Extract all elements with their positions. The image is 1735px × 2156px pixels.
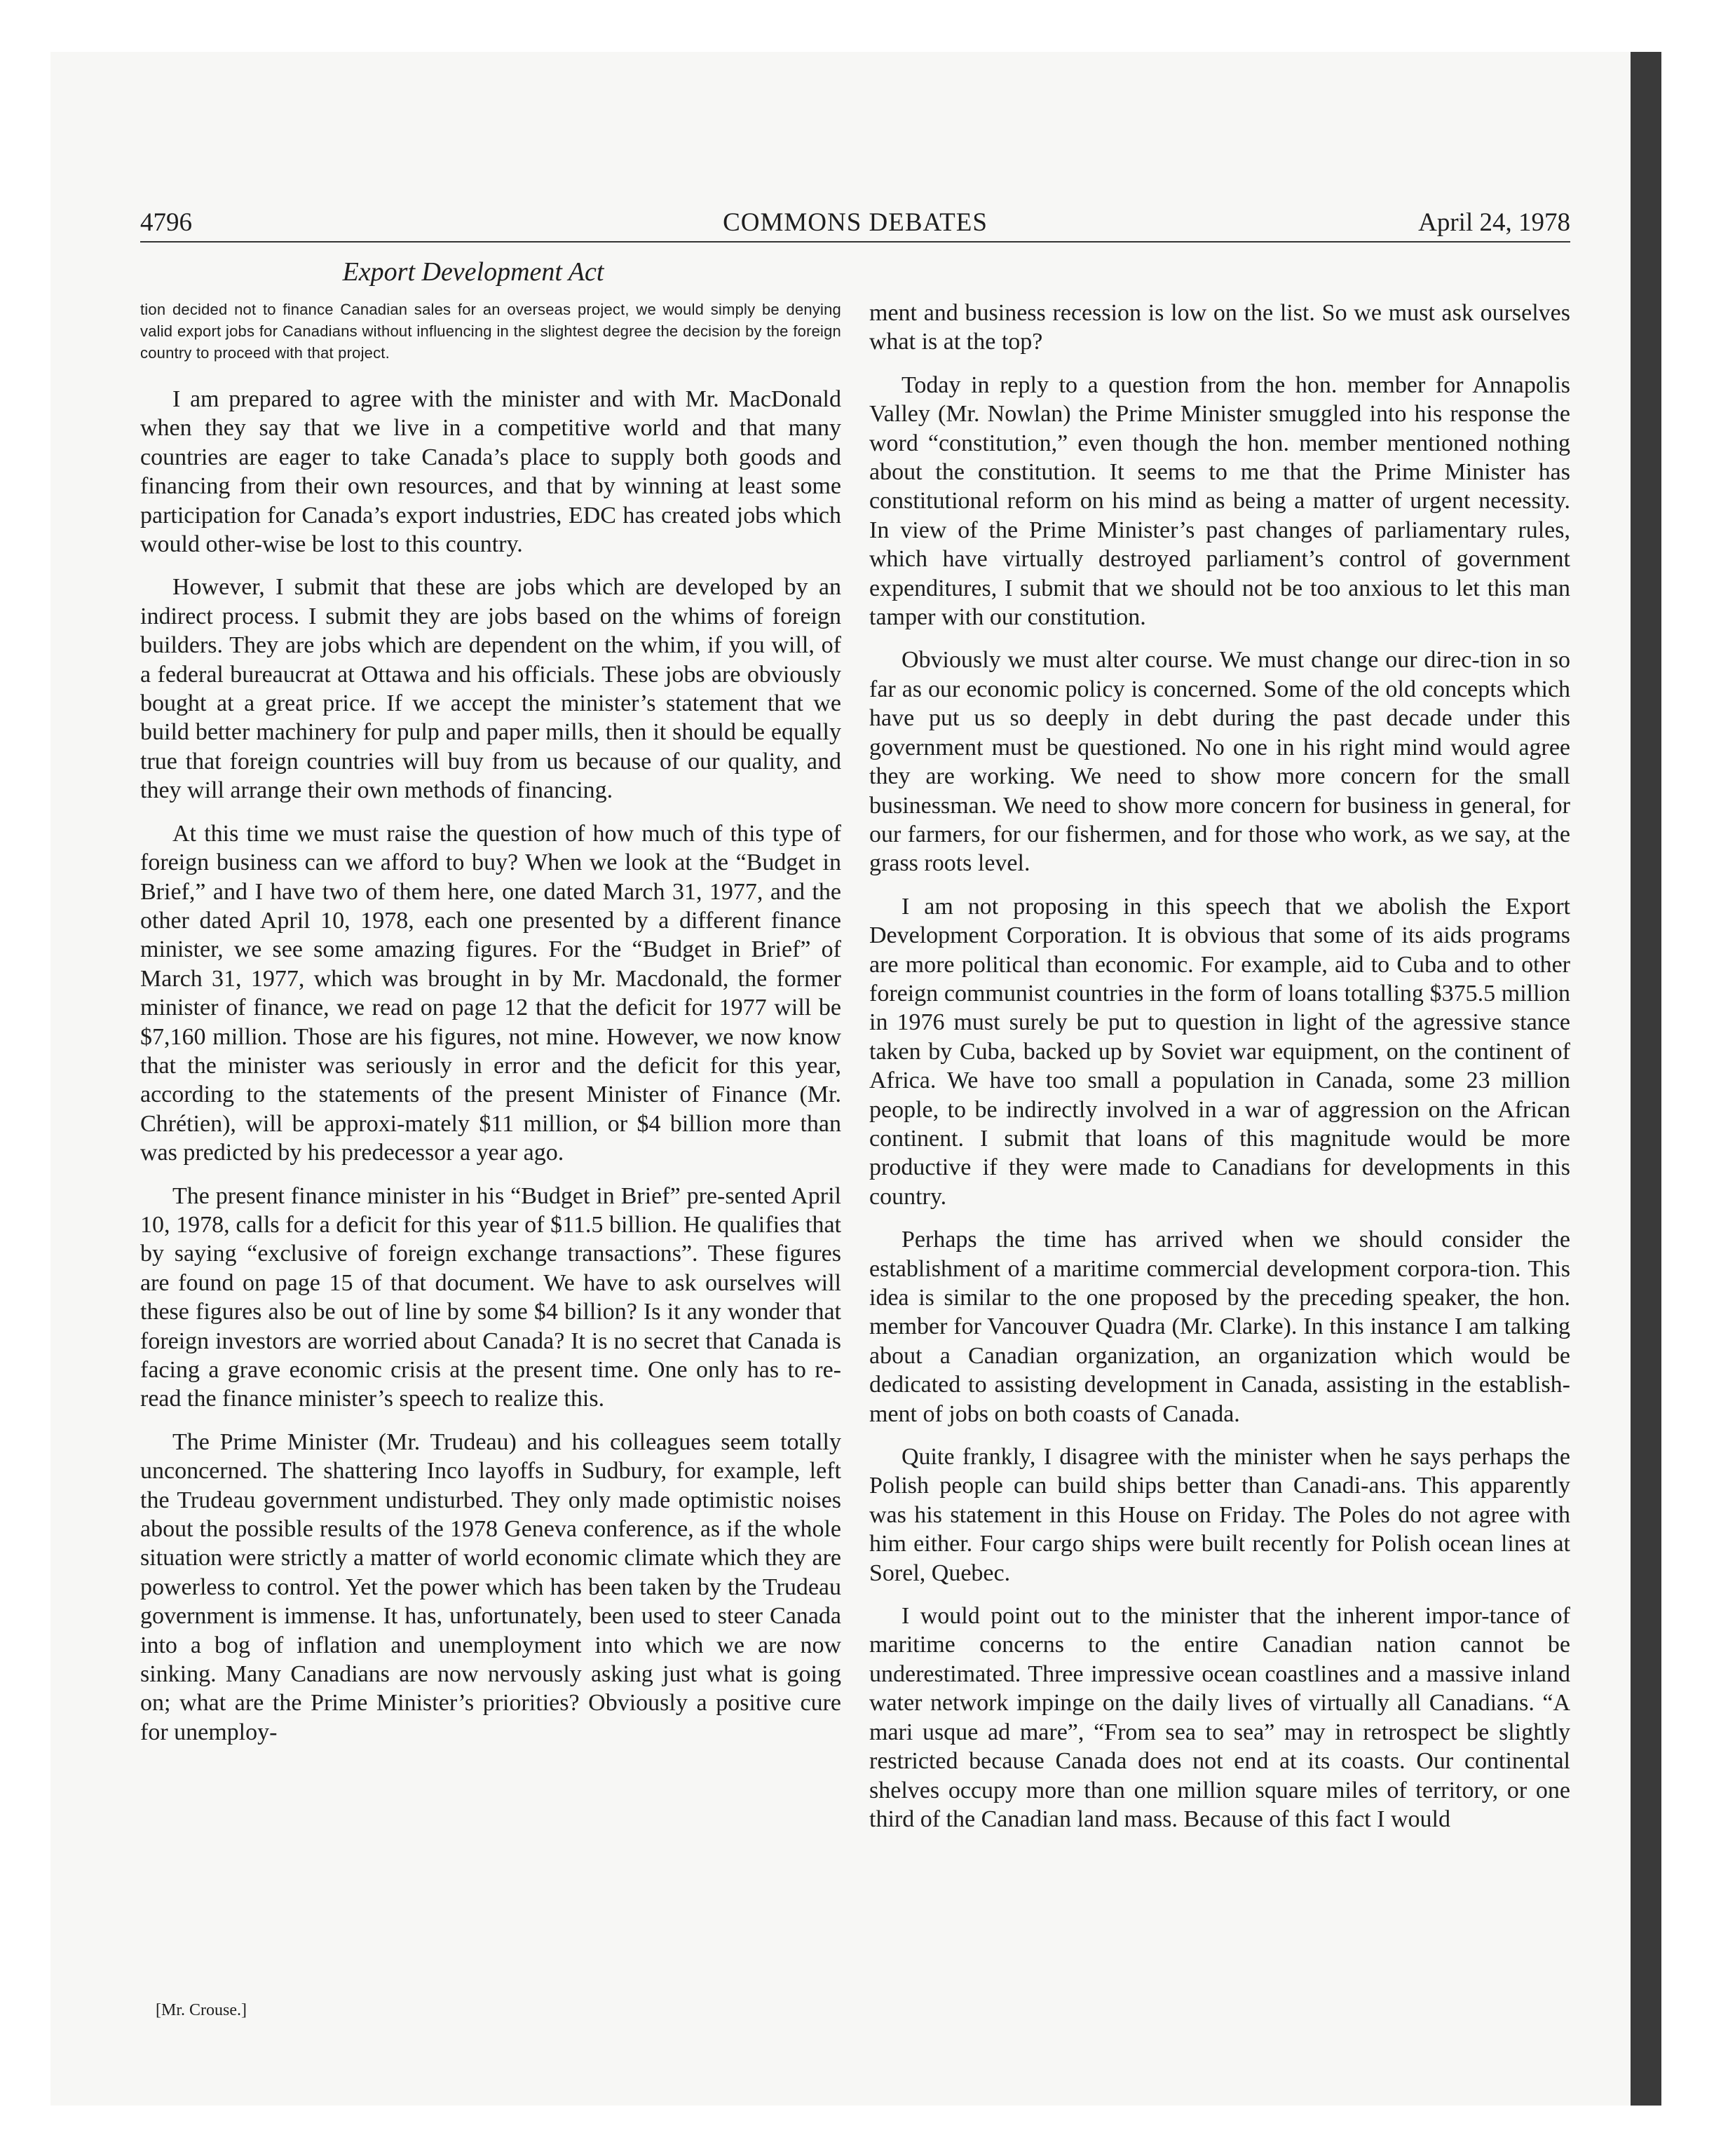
paragraph-continued: ment and business recession is low on the list. So we must ask ourselves what is at the top? [869,300,1570,355]
paragraph: Perhaps the time has arrived when we should consider the establishment of a maritime commercial development corpora-tion. This idea is similar to the one proposed by the preceding speaker, the hon. member for Vancouver Quadra (Mr. Clarke). In this instance I am talking about a Canadian organization, an organization which would be dedicated to assisting development in Canada, assisting in the establish-ment of jobs on both coasts of Canada. [869,1227,1570,1427]
page-number: 4796 [140,208,192,237]
paragraph: However, I submit that these are jobs which are developed by an indirect process. I submit they are jobs based on the whims of foreign builders. They are jobs which are dependent on the whim, if you will, of a federal bureaucrat at Ottawa and his officials. These jobs are obviously bought at a great price. If we accept the minister’s statement that we build better machinery for pulp and paper mills, then it should be equally true that foreign countries will buy from us because of our quality, and they will arrange their own methods of financing. [140,574,841,804]
paragraph: I am not proposing in this speech that we abolish the Export Development Corporation. It is obvious that some of its aids programs are more political than economic. For example, aid to Cuba and to other foreign communist countries in the form of loans totalling $375.5 million in 1976 must surely be put to question in light of the agressive stance taken by Cuba, backed up by Soviet war equipment, on the continent of Africa. We have too small a population in Canada, some 23 million people, to be indirectly involved in a war of aggression on the African continent. I submit that loans of this magnitude would be more productive if they were made to Canadians for developments in this country. [869,893,1570,1210]
paragraph: The Prime Minister (Mr. Trudeau) and his colleagues seem totally unconcerned. The shattering Inco layoffs in Sudbury, for example, left the Trudeau government undisturbed. They only made optimistic noises about the possible results of the 1978 Geneva conference, as if the whole situation were strictly a matter of world economic climate which they are powerless to control. Yet the power which has been taken by the Trudeau government is immense. It has, unfortunately, been used to steer Canada into a bog of inflation and unemployment into which we are now sinking. Many Canadians are now nervously asking just what is going on; what are the Prime Minister’s priorities? Obviously a positive cure for unemploy- [140,1428,841,1745]
scan-edge-shadow [1631,52,1661,2106]
paragraph: Obviously we must alter course. We must change our direc-tion in so far as our economic policy is concerned. Some of the old concepts which have put us so deeply in debt during the past decade under this government must be questioned. No one in his right mind would agree they are working. We need to show more concern for the small businessman. We need to show more concern for business in general, for our farmers, for our fishermen, and for those who work, as we say, at the grass roots level. [869,647,1570,877]
running-header [140,205,1570,243]
paragraph: I would point out to the minister that the inherent impor-tance of maritime concerns to the entire Canadian nation cannot be underestimated. Three impressive ocean coastlines and a massive inland water network impinge on the daily lives of virtually all Canadians. “A mari usque ad mare”, “From sea to sea” may in retrospect be slightly restricted because Canada does not end at its coasts. Our continental shelves occupy more than one million square miles of territory, or one third of the Canadian land mass. Because of this fact I would [869,1603,1570,1832]
paragraph: Today in reply to a question from the hon. member for Annapolis Valley (Mr. Nowlan) the Prime Minister smuggled into his response the word “constitution,” even though the hon. member mentioned nothing about the constitution. It seems to me that the Prime Minister has constitutional reform on his mind as being a matter of urgent necessity. In view of the Prime Minister’s past changes of parliamentary rules, which have virtually destroyed parliament’s control of government expenditures, I submit that we should not be too anxious to let this man tamper with our constitution. [869,371,1570,631]
paragraph: The present finance minister in his “Budget in Brief” pre-sented April 10, 1978, calls for a deficit for this year of $11.5 billion. He qualifies that by saying “exclusive of foreign exchange transactions”. These figures are found on page 15 of that document. We have to ask ourselves will these figures also be out of line by some $4 billion? Is it any wonder that foreign investors are worried about Canada? It is no secret that Canada is facing a grave economic crisis at the present time. One only has to re-read the finance minister’s speech to realize this. [140,1182,841,1412]
quoted-passage: tion decided not to finance Canadian sales for an overseas project, we would simply be denying valid export jobs for Canadians without influencing in the slightest degree the decision by the foreign country to proceed with that project. [140,301,841,362]
left-column [140,299,841,1747]
publication-title: COMMONS DEBATES [723,208,988,237]
subject-heading: Export Development Act [342,257,604,287]
right-column [869,299,1570,1834]
paragraph: I am prepared to agree with the minister and with Mr. MacDonald when they say that we live in a competitive world and that many countries are eager to take Canada’s place to supply both goods and financing from their own resources, and that by winning at least some participation for Canada’s export industries, EDC has created jobs which would other-wise be lost to this country. [140,386,841,558]
page-date: April 24, 1978 [1418,208,1570,237]
speaker-footnote: [Mr. Crouse.] [156,2001,247,2019]
paragraph: Quite frankly, I disagree with the minister when he says perhaps the Polish people can build ships better than Canadi-ans. This apparently was his statement in this House on Friday. The Poles do not agree with him either. Four cargo ships were built recently for Polish ocean lines at Sorel, Quebec. [869,1444,1570,1586]
paragraph: At this time we must raise the question of how much of this type of foreign business can we afford to buy? When we look at the “Budget in Brief,” and I have two of them here, one dated March 31, 1977, and the other dated April 10, 1978, each one presented by a different finance minister, we see some amazing figures. For the “Budget in Brief” of March 31, 1977, which was brought in by Mr. Macdonald, the former minister of finance, we read on page 12 that the deficit for 1977 will be $7,160 million. Those are his figures, not mine. However, we now know that the minister was seriously in error and the deficit for this year, according to the statements of the present Minister of Finance (Mr. Chrétien), will be approxi-mately $11 million, or $4 billion more than was predicted by his predecessor a year ago. [140,820,841,1166]
